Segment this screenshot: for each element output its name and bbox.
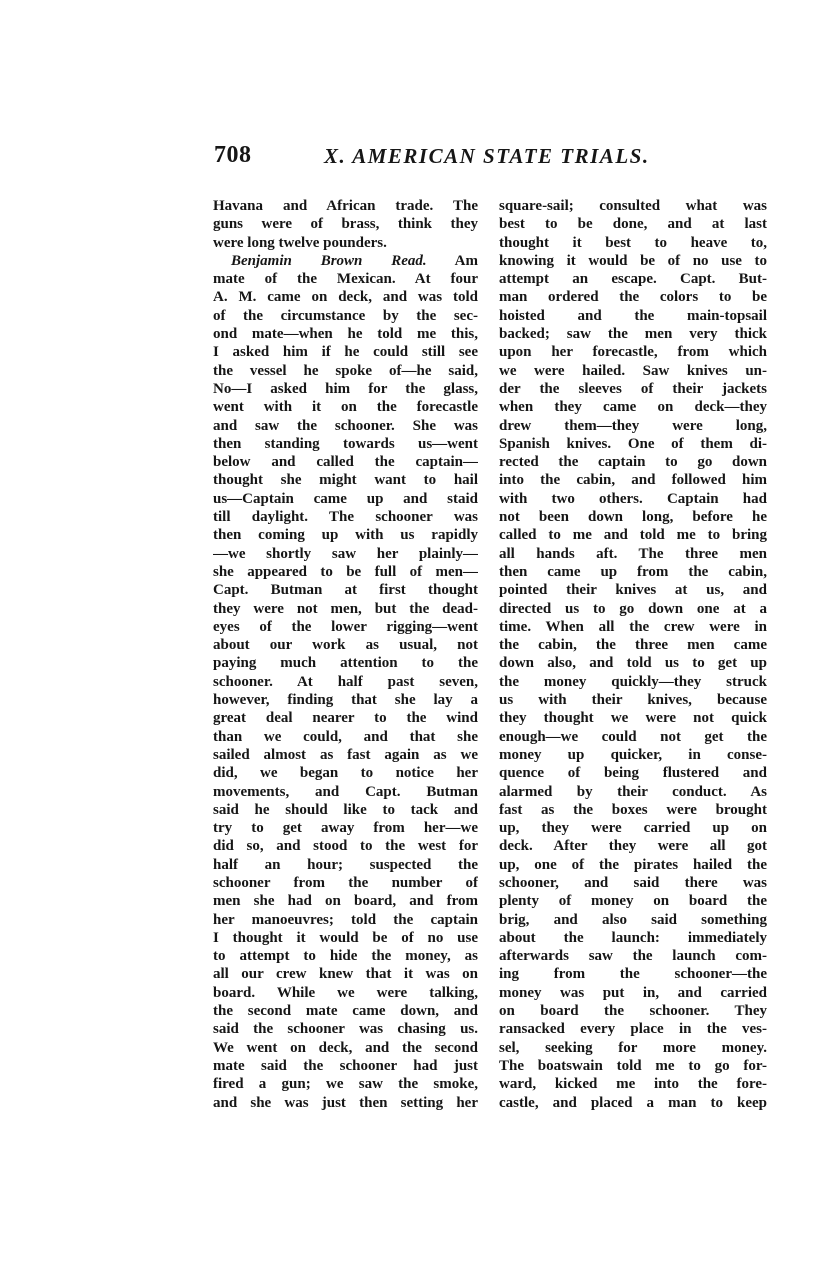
text-line: went with it on the forecastle	[213, 399, 478, 416]
text-line: and saw the schooner. She was	[213, 417, 478, 434]
text-line: Havana and African trade. The	[213, 198, 478, 214]
text-line: they were not men, but the dead-	[213, 600, 478, 617]
text-line: her manoeuvres; told the captain	[213, 911, 478, 928]
text-line: movements, and Capt. Butman	[213, 783, 478, 800]
text-line: schooner from the number of	[213, 874, 478, 891]
text-line: paying much attention to the	[213, 655, 478, 672]
text-line: about our work as usual, not	[213, 637, 478, 654]
text-line: upon her forecastle, from which	[499, 344, 767, 361]
text-line: with two others. Captain had	[499, 490, 767, 507]
text-line: schooner. At half past seven,	[213, 673, 478, 690]
text-line: were long twelve pounders.	[213, 234, 387, 251]
text-line: I thought it would be of no use	[213, 929, 478, 946]
text-line: half an hour; suspected the	[213, 856, 478, 873]
text-line: than we could, and that she	[213, 728, 478, 745]
text-line: backed; saw the men very thick	[499, 326, 767, 343]
text-line: deck. After they were all got	[499, 838, 767, 855]
running-head: X. AMERICAN STATE TRIALS.	[324, 144, 650, 168]
text-line: ward, kicked me into the fore-	[499, 1076, 767, 1093]
text-line: money was put in, and carried	[499, 984, 767, 1001]
text-line: about the launch: immediately	[499, 929, 767, 946]
text-line: she appeared to be full of men—	[213, 563, 478, 580]
text-line: ing from the schooner—the	[499, 966, 767, 983]
text-line: called to me and told me to bring	[499, 527, 767, 544]
text-line: —we shortly saw her plainly—	[213, 545, 478, 562]
text-line: enough—we could not get the	[499, 728, 767, 745]
text-line: up, one of the pirates hailed the	[499, 856, 767, 873]
text-line: up, they were carried up on	[499, 820, 767, 837]
text-line: board. While we were talking,	[213, 984, 478, 1001]
text-line: of the circumstance by the sec-	[213, 307, 478, 324]
text-line: schooner, and said there was	[499, 874, 767, 891]
text-line: and she was just then setting her	[213, 1094, 478, 1111]
text-line: we were hailed. Saw knives un-	[499, 362, 767, 379]
text-line: ransacked every place in the ves-	[499, 1021, 767, 1038]
text-line: the money quickly—they struck	[499, 673, 767, 690]
text-line: hoisted and the main-topsail	[499, 307, 767, 324]
text-line: to attempt to hide the money, as	[213, 948, 478, 965]
text-line: then standing towards us—went	[213, 435, 478, 452]
text-line: The boatswain told me to go for-	[499, 1057, 767, 1074]
text-line: attempt an escape. Capt. But-	[499, 271, 767, 288]
text-line: fast as the boxes were brought	[499, 801, 767, 818]
text-line: men she had on board, and from	[213, 893, 478, 910]
text-line: when they came on deck—they	[499, 399, 767, 416]
text-line: thought she might want to hail	[213, 472, 478, 489]
text-line: ond mate—when he told me this,	[213, 326, 478, 343]
text-line: mate said the schooner had just	[213, 1057, 478, 1074]
text-line: mate of the Mexican. At four	[213, 271, 478, 288]
text-line: they thought we were not quick	[499, 710, 767, 727]
text-line: sailed almost as fast again as we	[213, 746, 478, 763]
text-line: afterwards saw the launch com-	[499, 948, 767, 965]
text-line: knowing it would be of no use to	[499, 252, 767, 269]
text-line: not been down long, before he	[499, 509, 767, 526]
text-line: time. When all the crew were in	[499, 618, 767, 635]
text-line: quence of being flustered and	[499, 765, 767, 782]
text-line: sel, seeking for more money.	[499, 1039, 767, 1056]
speaker-line	[213, 252, 478, 270]
text-line: down also, and told us to get up	[499, 655, 767, 672]
text-line: all hands aft. The three men	[499, 545, 767, 562]
text-line: No—I asked him for the glass,	[213, 380, 478, 397]
text-line: A. M. came on deck, and was told	[213, 289, 478, 306]
speaker-line-rest: Am	[426, 252, 478, 269]
text-line: plenty of money on board the	[499, 893, 767, 910]
text-line: below and called the captain—	[213, 454, 478, 471]
text-line: I asked him if he could still see	[213, 344, 478, 361]
page-header	[214, 142, 662, 178]
text-line: drew them—they were long,	[499, 417, 767, 434]
text-line: Spanish knives. One of them di-	[499, 435, 767, 452]
text-line: on board the schooner. They	[499, 1003, 767, 1020]
text-line: brig, and also said something	[499, 911, 767, 928]
text-line: then coming up with us rapidly	[213, 527, 478, 544]
text-line: der the sleeves of their jackets	[499, 380, 767, 397]
text-line: We went on deck, and the second	[213, 1039, 478, 1056]
text-line: us—Captain came up and staid	[213, 490, 478, 507]
text-line: said the schooner was chasing us.	[213, 1021, 478, 1038]
text-line: the cabin, the three men came	[499, 637, 767, 654]
text-line: pointed their knives at us, and	[499, 582, 767, 599]
text-line: money up quicker, in conse-	[499, 746, 767, 763]
text-line: into the cabin, and followed him	[499, 472, 767, 489]
text-line: best to be done, and at last	[499, 216, 767, 233]
text-line: fired a gun; we saw the smoke,	[213, 1076, 478, 1093]
right-column	[499, 197, 767, 1112]
text-line: thought it best to heave to,	[499, 234, 767, 251]
text-line: directed us to go down one at a	[499, 600, 767, 617]
text-line: however, finding that she lay a	[213, 692, 478, 709]
text-line: us with their knives, because	[499, 692, 767, 709]
text-line: all our crew knew that it was on	[213, 966, 478, 983]
text-line: rected the captain to go down	[499, 454, 767, 471]
text-line: did so, and stood to the west for	[213, 838, 478, 855]
text-line: till daylight. The schooner was	[213, 509, 478, 526]
text-line: the vessel he spoke of—he said,	[213, 362, 478, 379]
text-line: square-sail; consulted what was	[499, 198, 767, 214]
text-line: the second mate came down, and	[213, 1003, 478, 1020]
speaker-name: Benjamin Brown Read.	[231, 252, 427, 269]
page-number: 708	[214, 142, 252, 168]
text-line: alarmed by their conduct. As	[499, 783, 767, 800]
text-line: try to get away from her—we	[213, 820, 478, 837]
text-line: guns were of brass, think they	[213, 216, 478, 233]
text-line: said he should like to tack and	[213, 801, 478, 818]
text-line: great deal nearer to the wind	[213, 710, 478, 727]
text-line: man ordered the colors to be	[499, 289, 767, 306]
text-line: did, we began to notice her	[213, 765, 478, 782]
text-line: then came up from the cabin,	[499, 563, 767, 580]
text-line: castle, and placed a man to keep	[499, 1094, 767, 1111]
left-column	[213, 197, 478, 1112]
text-line: eyes of the lower rigging—went	[213, 618, 478, 635]
text-line: Capt. Butman at first thought	[213, 582, 478, 599]
